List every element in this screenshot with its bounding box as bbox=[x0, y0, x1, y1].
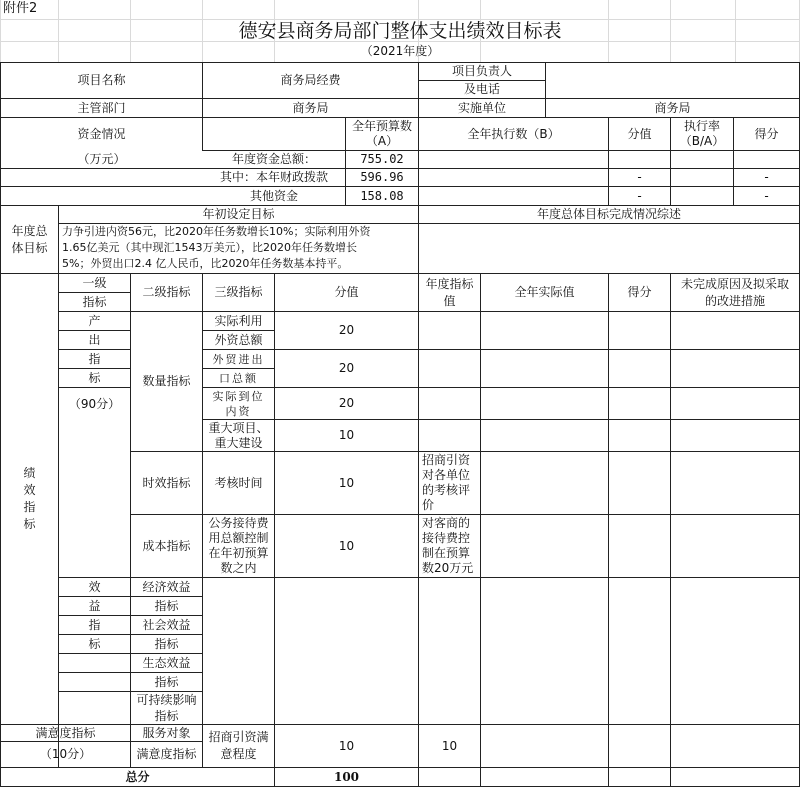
c1-score: 10 bbox=[338, 538, 355, 553]
q2-score: 20 bbox=[338, 361, 355, 375]
perf-h-actual: 全年实际值 bbox=[514, 285, 575, 299]
dept-label: 主管部门 bbox=[77, 100, 126, 115]
satisfaction-indicator: 满意度指标 bbox=[35, 725, 96, 740]
output-char-4: 标 bbox=[88, 370, 101, 385]
econ-benefit-2: 指标 bbox=[154, 598, 179, 613]
page-title: 德安县商务局部门整体支出绩效目标表 bbox=[238, 19, 562, 42]
impl-value: 商务局 bbox=[654, 100, 691, 115]
benefit-char-1: 效 bbox=[88, 579, 101, 594]
project-name-label: 项目名称 bbox=[77, 73, 126, 87]
social-benefit-2: 指标 bbox=[154, 636, 179, 651]
q3-score: 20 bbox=[338, 396, 355, 410]
service-satisfaction: 满意度指标 bbox=[136, 747, 197, 761]
benefit-char-3: 指 bbox=[88, 617, 101, 632]
total-score: 100 bbox=[333, 769, 360, 784]
funds-exec-header: 全年执行数（B） bbox=[467, 126, 560, 141]
output-char-1: 产 bbox=[88, 313, 101, 328]
dept-value: 商务局 bbox=[292, 100, 329, 115]
perf-h-reason: 未完成原因及拟采取 的改进措施 bbox=[680, 276, 789, 308]
funds-other-value: 158.08 bbox=[360, 188, 404, 203]
funds-other-score-dash: - bbox=[637, 188, 642, 203]
attachment-label: 附件2 bbox=[3, 1, 38, 16]
perf-h-level2: 二级指标 bbox=[142, 285, 191, 299]
impl-label: 实施单位 bbox=[457, 100, 506, 115]
perf-h-target: 年度指标 值 bbox=[425, 276, 474, 308]
goals-complete-header: 年度总体目标完成情况综述 bbox=[536, 207, 681, 221]
project-name-value: 商务局经费 bbox=[280, 73, 341, 87]
funds-fin-value: 596.96 bbox=[360, 170, 404, 184]
funds-got-header: 得分 bbox=[754, 126, 779, 141]
fiscal-year: （2021年度） bbox=[360, 44, 440, 58]
q4-label: 重大项目、 重大建设 bbox=[208, 420, 269, 450]
goals-initial-header: 年初设定目标 bbox=[202, 207, 275, 221]
perf-h-level3: 三级指标 bbox=[214, 285, 263, 299]
q3-label: 实际到位 内资 bbox=[212, 389, 265, 418]
s1-target: 10 bbox=[441, 738, 458, 753]
funds-fin-score-dash: - bbox=[637, 170, 642, 184]
benefit-char-4: 标 bbox=[88, 636, 101, 651]
leader-label-2: 及电话 bbox=[463, 82, 500, 96]
q4-score: 10 bbox=[338, 428, 355, 442]
goals-label: 年度总 体目标 bbox=[11, 223, 48, 255]
social-benefit-1: 社会效益 bbox=[142, 617, 191, 632]
benefit-char-2: 益 bbox=[88, 598, 101, 613]
eco-benefit-2: 指标 bbox=[154, 674, 179, 689]
funds-total-value: 755.02 bbox=[360, 152, 404, 166]
t1-target: 招商引资 对各单位 的考核评 价 bbox=[422, 453, 471, 512]
q1-score: 20 bbox=[338, 323, 355, 337]
q1-label: 实际利用 外资总额 bbox=[214, 313, 263, 347]
s1-score: 10 bbox=[338, 738, 355, 753]
funds-other-label: 其他资金 bbox=[249, 188, 298, 203]
funds-unit: （万元） bbox=[77, 152, 126, 166]
econ-benefit-1: 经济效益 bbox=[142, 579, 191, 594]
s1-label: 招商引资满 意程度 bbox=[208, 730, 269, 761]
satisfaction-points: （10分） bbox=[39, 747, 92, 761]
funds-budget-header: 全年预算数 （A） bbox=[351, 119, 412, 148]
perf-h-score: 分值 bbox=[334, 285, 359, 299]
cost-indicator: 成本指标 bbox=[142, 538, 191, 553]
timeliness-indicator: 时效指标 bbox=[142, 475, 191, 490]
sustainable-impact: 可持续影响 指标 bbox=[136, 693, 197, 723]
output-points: （90分） bbox=[68, 396, 121, 411]
funds-label: 资金情况 bbox=[77, 126, 126, 141]
output-char-3: 指 bbox=[88, 351, 101, 366]
goals-initial-text: 力争引进内资56元，比2020年任务数增长10%；实际利用外资 1.65亿美元（其中现汇1543万美元），比2020年任务数增长 5%；外贸出口2.4 亿人民币，比2020年任务数基本持平。 bbox=[62, 225, 371, 270]
q2-label: 外贸进出 口总额 bbox=[212, 352, 265, 385]
funds-score-header: 分值 bbox=[627, 126, 652, 141]
service-object: 服务对象 bbox=[142, 725, 191, 740]
c1-target: 对客商的 接待费控 制在预算 数20万元 bbox=[422, 516, 474, 575]
t1-label: 考核时间 bbox=[214, 475, 263, 490]
perf-section-label: 绩 效 指 标 bbox=[23, 466, 36, 531]
perf-h-level1: 一级 指标 bbox=[82, 275, 107, 309]
funds-fin-got-dash: - bbox=[764, 170, 769, 184]
quantity-indicator: 数量指标 bbox=[142, 374, 191, 388]
t1-score: 10 bbox=[338, 475, 355, 490]
funds-total-label: 年度资金总额： bbox=[231, 152, 316, 166]
funds-fin-label: 其中：本年财政拨款 bbox=[219, 170, 328, 184]
perf-h-got: 得分 bbox=[627, 285, 652, 299]
c1-label: 公务接待费 用总额控制 在年初预算 数之内 bbox=[208, 516, 269, 575]
leader-label-1: 项目负责人 bbox=[451, 64, 512, 78]
total-label: 总分 bbox=[125, 769, 150, 784]
eco-benefit-1: 生态效益 bbox=[142, 655, 191, 670]
output-char-2: 出 bbox=[88, 332, 101, 347]
funds-other-got-dash: - bbox=[764, 188, 769, 203]
funds-rate-header: 执行率 （B/A） bbox=[679, 119, 725, 148]
